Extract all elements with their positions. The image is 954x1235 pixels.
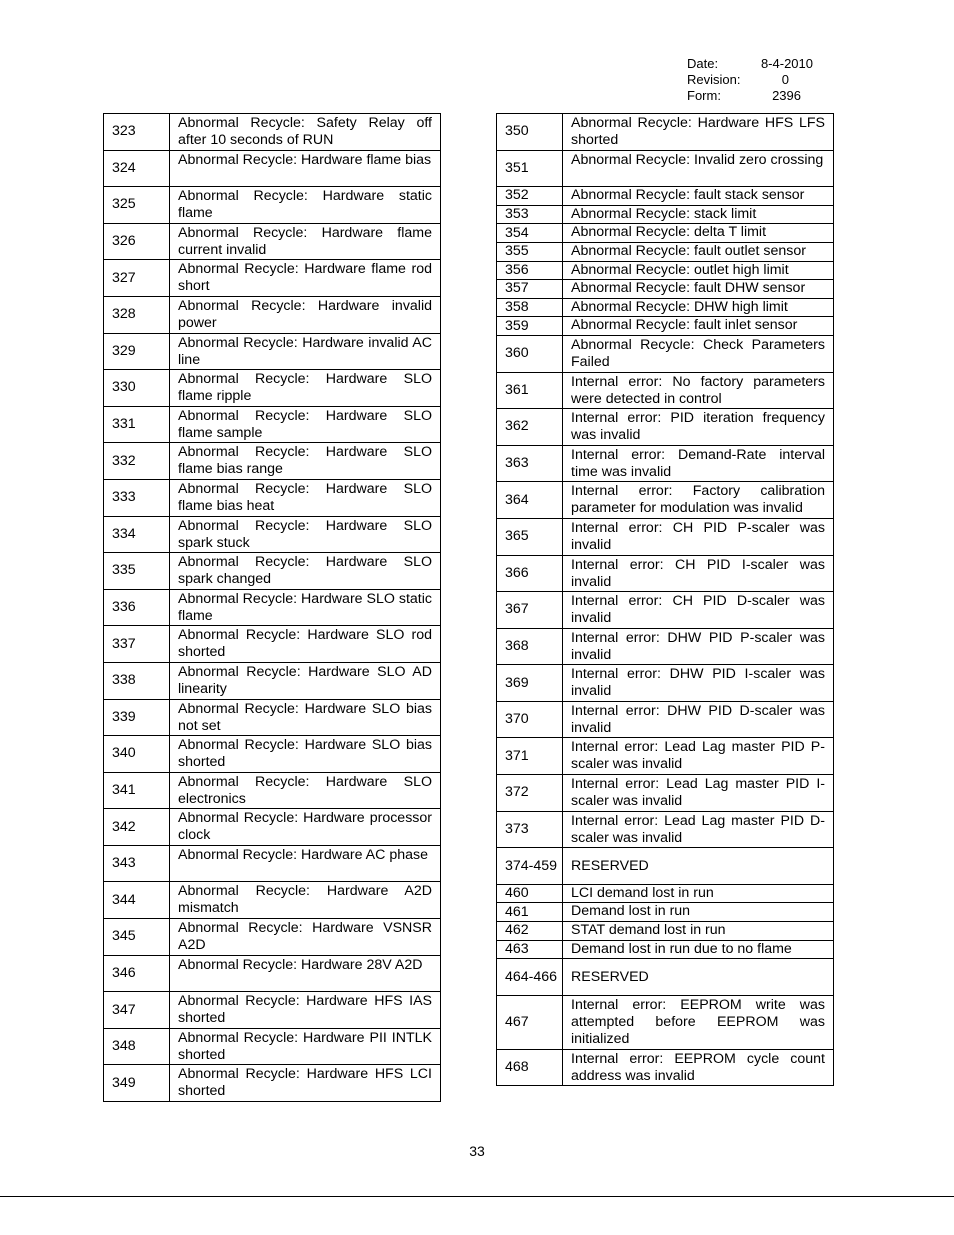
- fault-description-cell: Internal error: Lead Lag master PID I-scaler was invalid: [563, 775, 834, 812]
- table-row: [104, 589, 441, 626]
- table-row: [104, 736, 441, 773]
- fault-code-cell: 326: [104, 223, 170, 260]
- fault-code-cell: 325: [104, 187, 170, 224]
- table-row: [497, 445, 834, 482]
- fault-code-table-right: [496, 113, 834, 1086]
- table-row: [104, 772, 441, 809]
- fault-code-cell: 463: [497, 940, 563, 959]
- fault-description-cell: Abnormal Recycle: Hardware HFS LFS shorted: [563, 114, 834, 151]
- fault-code-cell: 357: [497, 280, 563, 299]
- fault-description-cell: Abnormal Recycle: Check Parameters Failed: [563, 335, 834, 372]
- table-row: [497, 940, 834, 959]
- fault-description-cell: Abnormal Recycle: Hardware SLO flame sample: [170, 406, 441, 443]
- fault-code-cell: 345: [104, 919, 170, 956]
- table-row: [497, 628, 834, 665]
- table-row: [497, 409, 834, 446]
- revision-label: Revision:: [687, 72, 741, 87]
- fault-description-cell: Abnormal Recycle: Hardware SLO bias not set: [170, 699, 441, 736]
- fault-description-cell: Internal error: DHW PID P-scaler was invalid: [563, 628, 834, 665]
- fault-code-cell: 371: [497, 738, 563, 775]
- table-row: [104, 626, 441, 663]
- fault-code-cell: 461: [497, 903, 563, 922]
- fault-code-cell: 336: [104, 589, 170, 626]
- fault-code-cell: 350: [497, 114, 563, 151]
- table-row: [497, 884, 834, 903]
- fault-description-cell: Abnormal Recycle: Hardware processor clock: [170, 809, 441, 846]
- fault-description-cell: Abnormal Recycle: Hardware SLO spark changed: [170, 553, 441, 590]
- table-row: [497, 280, 834, 299]
- table-row: [104, 296, 441, 333]
- fault-description-cell: Abnormal Recycle: fault inlet sensor: [563, 317, 834, 336]
- fault-code-cell: 338: [104, 662, 170, 699]
- fault-code-cell: 373: [497, 811, 563, 848]
- table-row: [497, 665, 834, 702]
- document-header: [687, 56, 813, 104]
- fault-description-cell: Internal error: DHW PID D-scaler was invalid: [563, 701, 834, 738]
- fault-code-cell: 460: [497, 884, 563, 903]
- fault-description-cell: Abnormal Recycle: Hardware SLO flame bias range: [170, 443, 441, 480]
- fault-code-cell: 351: [497, 150, 563, 187]
- fault-code-cell: 342: [104, 809, 170, 846]
- table-row: [497, 372, 834, 409]
- fault-code-cell: 355: [497, 242, 563, 261]
- form-label: Form:: [687, 88, 721, 103]
- fault-code-cell: 362: [497, 409, 563, 446]
- fault-description-cell: Abnormal Recycle: fault stack sensor: [563, 187, 834, 206]
- fault-code-cell: 366: [497, 555, 563, 592]
- fault-description-cell: Abnormal Recycle: Hardware static flame: [170, 187, 441, 224]
- table-row: [497, 738, 834, 775]
- fault-description-cell: Demand lost in run due to no flame: [563, 940, 834, 959]
- fault-code-cell: 328: [104, 296, 170, 333]
- table-row: [497, 555, 834, 592]
- fault-code-cell: 462: [497, 922, 563, 941]
- fault-description-cell: Demand lost in run: [563, 903, 834, 922]
- table-row: [104, 443, 441, 480]
- fault-code-cell: 368: [497, 628, 563, 665]
- fault-code-cell: 365: [497, 518, 563, 555]
- table-row: [104, 333, 441, 370]
- fault-code-cell: 324: [104, 150, 170, 187]
- table-row: [497, 518, 834, 555]
- table-row: [497, 903, 834, 922]
- fault-description-cell: Abnormal Recycle: Hardware SLO spark stuck: [170, 516, 441, 553]
- fault-description-cell: Internal error: Lead Lag master PID D-scaler was invalid: [563, 811, 834, 848]
- table-row: [497, 482, 834, 519]
- fault-code-cell: 340: [104, 736, 170, 773]
- fault-description-cell: Abnormal Recycle: Hardware HFS LCI shorted: [170, 1065, 441, 1102]
- table-row: [497, 701, 834, 738]
- fault-code-cell: 370: [497, 701, 563, 738]
- table-row: [104, 809, 441, 846]
- fault-description-cell: Internal error: CH PID I-scaler was invalid: [563, 555, 834, 592]
- fault-code-cell: 364: [497, 482, 563, 519]
- fault-code-cell: 343: [104, 845, 170, 882]
- fault-description-cell: Abnormal Recycle: Hardware SLO flame bias heat: [170, 479, 441, 516]
- table-row: [104, 370, 441, 407]
- fault-code-cell: 354: [497, 224, 563, 243]
- table-row: [497, 811, 834, 848]
- table-row: [497, 1049, 834, 1086]
- fault-description-cell: Internal error: Factory calibration parameter for modulation was invalid: [563, 482, 834, 519]
- table-row: [104, 919, 441, 956]
- table-row: [497, 150, 834, 187]
- fault-description-cell: Abnormal Recycle: Hardware SLO bias shorted: [170, 736, 441, 773]
- fault-code-cell: 330: [104, 370, 170, 407]
- fault-description-cell: Internal error: CH PID D-scaler was invalid: [563, 592, 834, 629]
- fault-description-cell: Abnormal Recycle: Hardware SLO static flame: [170, 589, 441, 626]
- fault-description-cell: Abnormal Recycle: Hardware flame current invalid: [170, 223, 441, 260]
- fault-description-cell: Abnormal Recycle: stack limit: [563, 205, 834, 224]
- table-row: [497, 775, 834, 812]
- table-row: [104, 699, 441, 736]
- fault-description-cell: Internal error: CH PID P-scaler was invalid: [563, 518, 834, 555]
- table-row: [497, 959, 834, 996]
- table-row: [104, 223, 441, 260]
- fault-description-cell: Abnormal Recycle: Hardware invalid power: [170, 296, 441, 333]
- table-row: [104, 553, 441, 590]
- fault-description-cell: Abnormal Recycle: Hardware SLO electronics: [170, 772, 441, 809]
- fault-code-cell: 353: [497, 205, 563, 224]
- table-row: [104, 882, 441, 919]
- fault-description-cell: Internal error: EEPROM write was attempted before EEPROM was initialized: [563, 995, 834, 1049]
- fault-code-cell: 344: [104, 882, 170, 919]
- fault-code-cell: 352: [497, 187, 563, 206]
- fault-code-cell: 360: [497, 335, 563, 372]
- fault-code-table-left: [103, 113, 441, 1102]
- table-row: [497, 205, 834, 224]
- fault-description-cell: Abnormal Recycle: Hardware HFS IAS shorted: [170, 992, 441, 1029]
- page-number: 33: [469, 1143, 485, 1159]
- fault-code-cell: 331: [104, 406, 170, 443]
- fault-description-cell: RESERVED: [563, 848, 834, 885]
- fault-description-cell: Abnormal Recycle: Hardware flame rod short: [170, 260, 441, 297]
- table-row: [497, 848, 834, 885]
- fault-description-cell: Abnormal Recycle: Invalid zero crossing: [563, 150, 834, 187]
- table-row: [104, 150, 441, 187]
- fault-description-cell: Abnormal Recycle: outlet high limit: [563, 261, 834, 280]
- fault-description-cell: Internal error: EEPROM cycle count address was invalid: [563, 1049, 834, 1086]
- fault-code-cell: 467: [497, 995, 563, 1049]
- fault-description-cell: Abnormal Recycle: Hardware AC phase: [170, 845, 441, 882]
- form-value: 2396: [772, 88, 801, 103]
- table-row: [497, 224, 834, 243]
- fault-description-cell: Abnormal Recycle: Hardware invalid AC line: [170, 333, 441, 370]
- fault-code-cell: 333: [104, 479, 170, 516]
- fault-code-cell: 361: [497, 372, 563, 409]
- table-row: [497, 298, 834, 317]
- fault-description-cell: Abnormal Recycle: Safety Relay off after 10 seconds of RUN: [170, 114, 441, 151]
- table-row: [497, 592, 834, 629]
- table-row: [104, 479, 441, 516]
- table-row: [497, 242, 834, 261]
- table-row: [104, 1065, 441, 1102]
- fault-code-cell: 334: [104, 516, 170, 553]
- fault-description-cell: Abnormal Recycle: delta T limit: [563, 224, 834, 243]
- fault-description-cell: Abnormal Recycle: Hardware flame bias: [170, 150, 441, 187]
- fault-description-cell: Abnormal Recycle: Hardware 28V A2D: [170, 955, 441, 992]
- table-row: [104, 406, 441, 443]
- fault-code-cell: 337: [104, 626, 170, 663]
- table-row: [104, 845, 441, 882]
- fault-description-cell: Abnormal Recycle: Hardware A2D mismatch: [170, 882, 441, 919]
- fault-code-cell: 339: [104, 699, 170, 736]
- fault-description-cell: Internal error: PID iteration frequency was invalid: [563, 409, 834, 446]
- fault-code-cell: 468: [497, 1049, 563, 1086]
- table-row: [104, 260, 441, 297]
- fault-description-cell: Abnormal Recycle: Hardware VSNSR A2D: [170, 919, 441, 956]
- fault-code-cell: 341: [104, 772, 170, 809]
- fault-description-cell: Internal error: No factory parameters were detected in control: [563, 372, 834, 409]
- fault-code-cell: 356: [497, 261, 563, 280]
- fault-description-cell: LCI demand lost in run: [563, 884, 834, 903]
- table-row: [104, 992, 441, 1029]
- fault-description-cell: Abnormal Recycle: Hardware PII INTLK shorted: [170, 1028, 441, 1065]
- fault-description-cell: Abnormal Recycle: Hardware SLO flame ripple: [170, 370, 441, 407]
- fault-code-cell: 323: [104, 114, 170, 151]
- fault-description-cell: Abnormal Recycle: DHW high limit: [563, 298, 834, 317]
- fault-description-cell: STAT demand lost in run: [563, 922, 834, 941]
- fault-description-cell: Abnormal Recycle: fault DHW sensor: [563, 280, 834, 299]
- table-row: [104, 516, 441, 553]
- revision-value: 0: [781, 72, 789, 87]
- table-row: [104, 187, 441, 224]
- fault-code-cell: 358: [497, 298, 563, 317]
- fault-code-cell: 374-459: [497, 848, 563, 885]
- table-row: [497, 317, 834, 336]
- fault-description-cell: Abnormal Recycle: Hardware SLO rod shorted: [170, 626, 441, 663]
- fault-code-cell: 359: [497, 317, 563, 336]
- fault-code-cell: 367: [497, 592, 563, 629]
- fault-code-cell: 347: [104, 992, 170, 1029]
- fault-description-cell: Internal error: Demand-Rate interval time was invalid: [563, 445, 834, 482]
- table-row: [497, 995, 834, 1049]
- table-row: [104, 662, 441, 699]
- table-row: [497, 335, 834, 372]
- table-row: [497, 261, 834, 280]
- fault-code-cell: 363: [497, 445, 563, 482]
- table-row: [104, 1028, 441, 1065]
- fault-description-cell: Internal error: Lead Lag master PID P-scaler was invalid: [563, 738, 834, 775]
- fault-description-cell: RESERVED: [563, 959, 834, 996]
- fault-description-cell: Abnormal Recycle: Hardware SLO AD linearity: [170, 662, 441, 699]
- fault-code-cell: 464-466: [497, 959, 563, 996]
- fault-code-cell: 327: [104, 260, 170, 297]
- fault-code-cell: 346: [104, 955, 170, 992]
- fault-description-cell: Internal error: DHW PID I-scaler was invalid: [563, 665, 834, 702]
- table-row: [104, 955, 441, 992]
- fault-code-cell: 329: [104, 333, 170, 370]
- date-value: 8-4-2010: [760, 56, 813, 71]
- fault-code-cell: 335: [104, 553, 170, 590]
- table-row: [497, 922, 834, 941]
- fault-description-cell: Abnormal Recycle: fault outlet sensor: [563, 242, 834, 261]
- fault-code-cell: 332: [104, 443, 170, 480]
- table-row: [497, 187, 834, 206]
- fault-code-cell: 369: [497, 665, 563, 702]
- table-row: [497, 114, 834, 151]
- fault-code-cell: 348: [104, 1028, 170, 1065]
- table-row: [104, 114, 441, 151]
- fault-code-cell: 349: [104, 1065, 170, 1102]
- footer-rule: [0, 1196, 954, 1197]
- date-label: Date:: [687, 56, 719, 71]
- fault-code-cell: 372: [497, 775, 563, 812]
